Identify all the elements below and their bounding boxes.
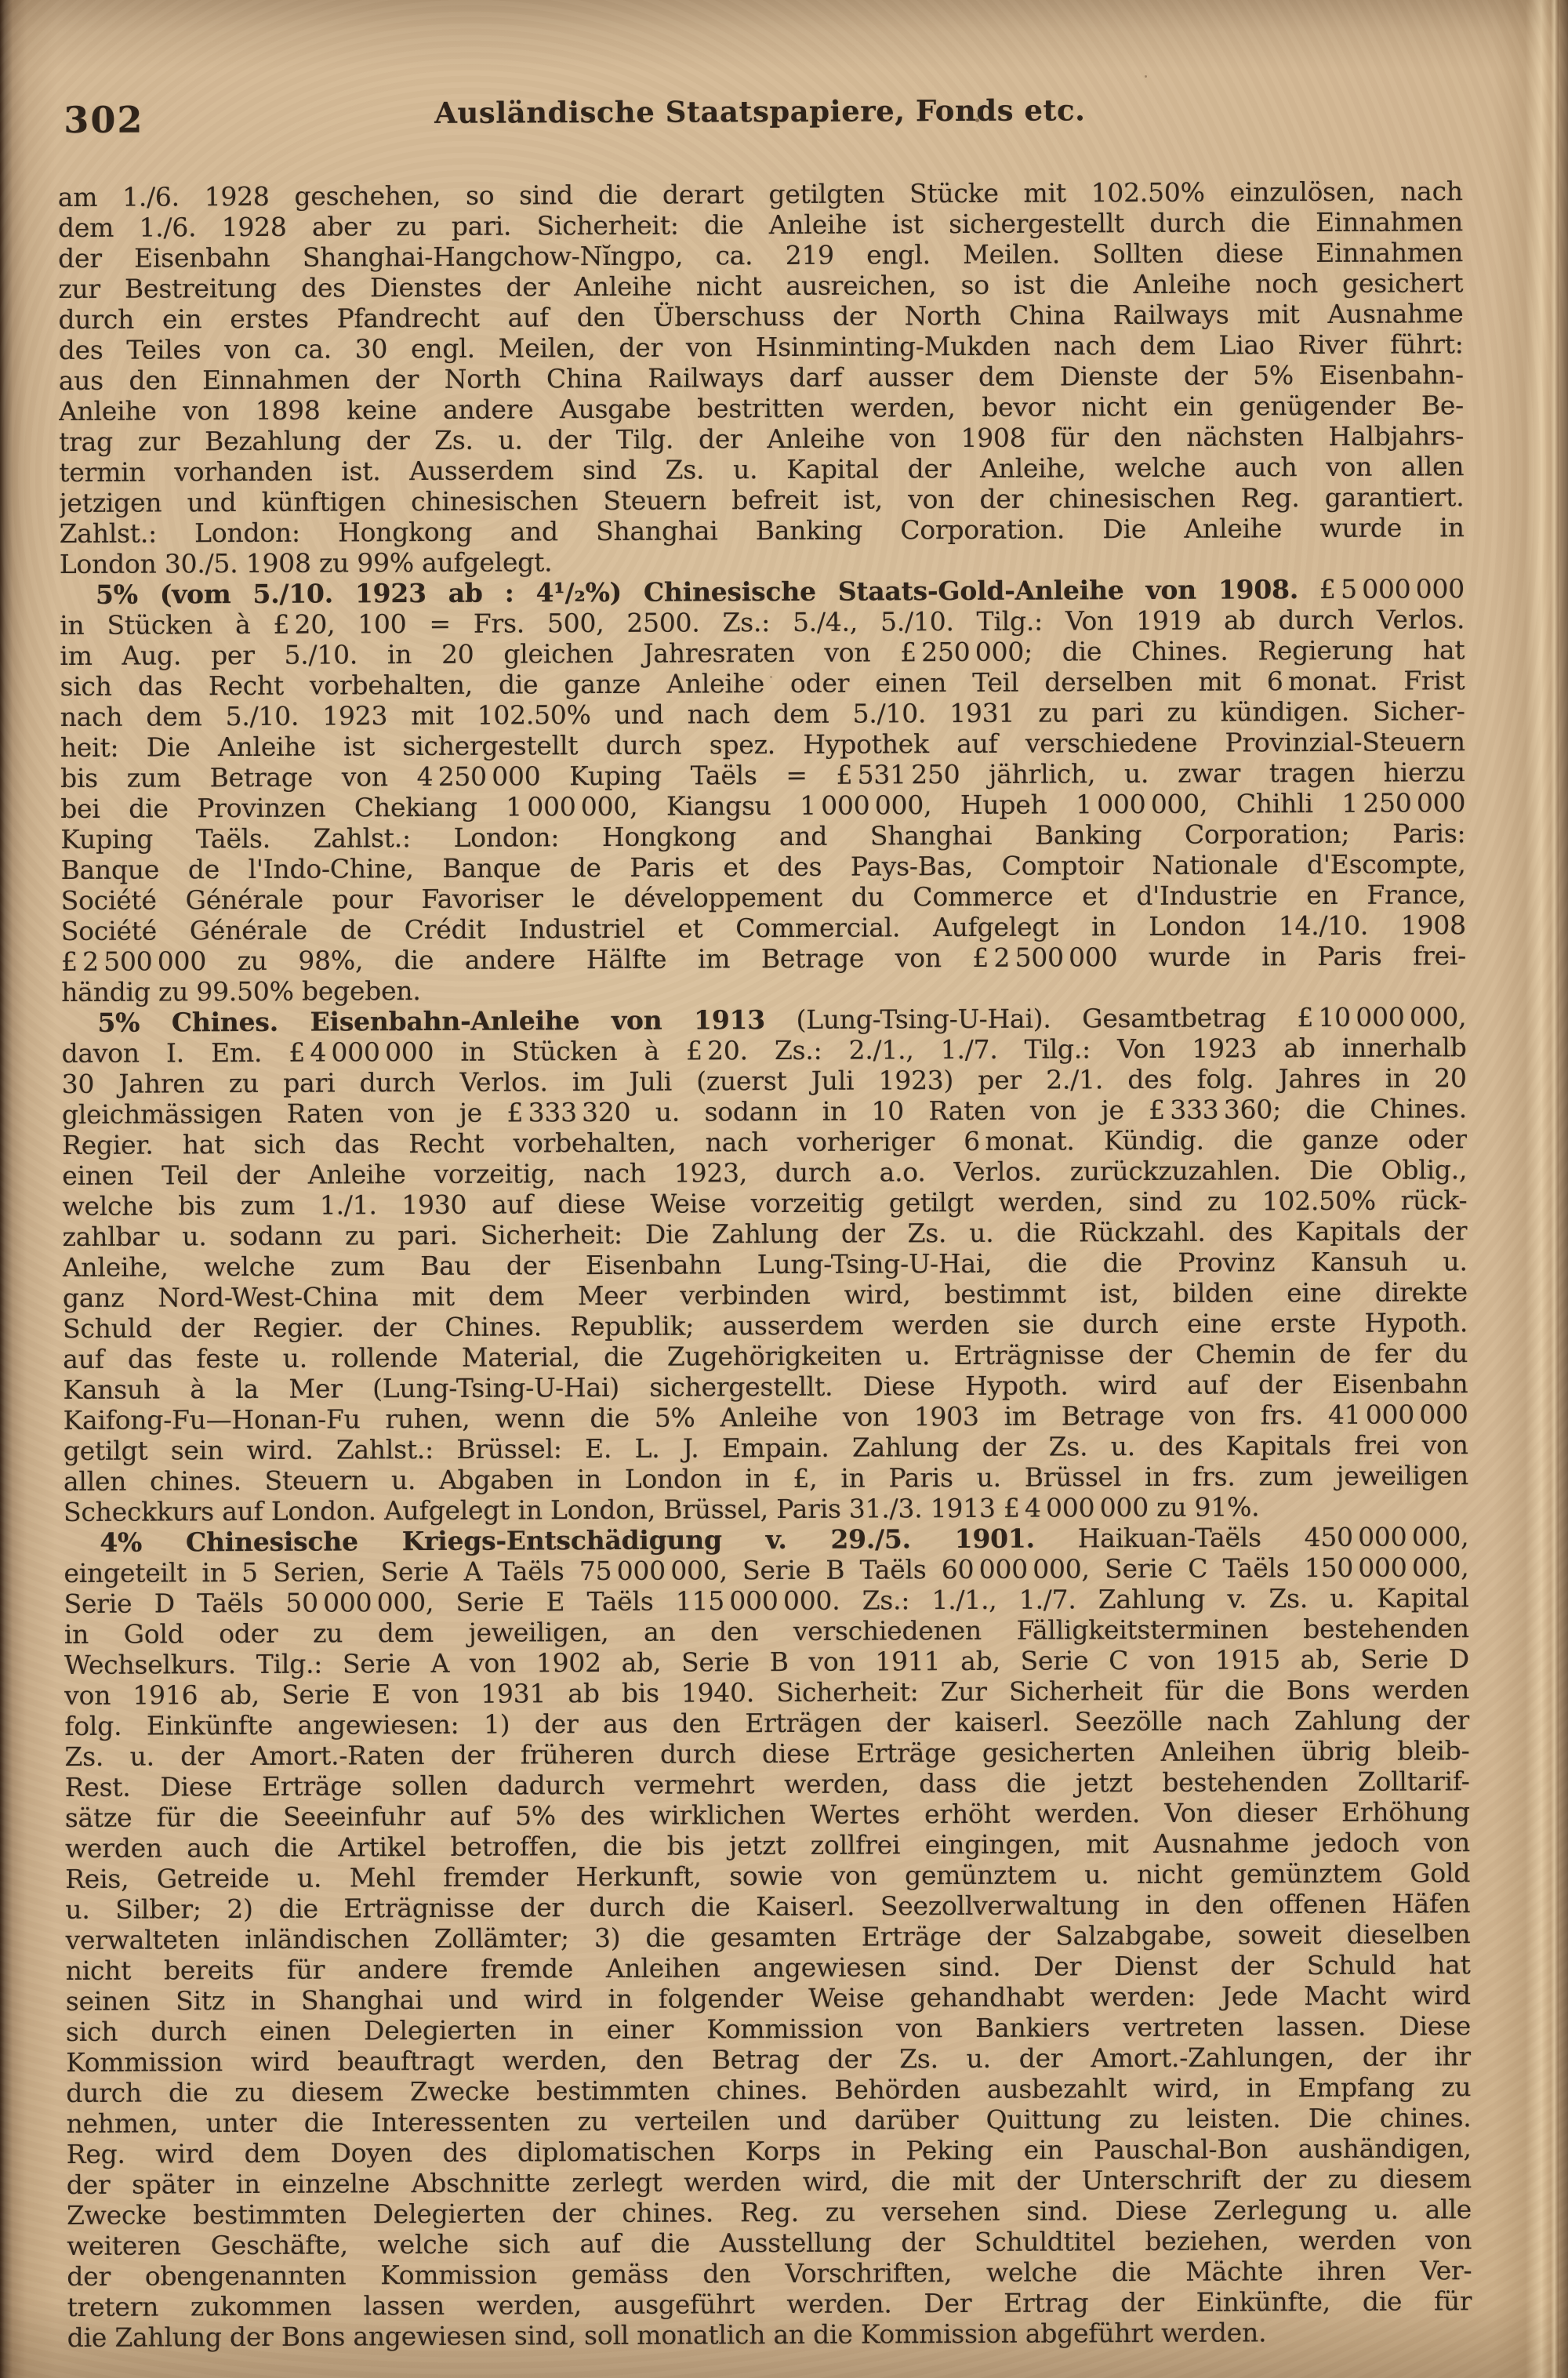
body-text-segment: am 1./6. 1928 geschehen, so sind die derart getilgten Stücke mit 102.50% einzulösen, nach (57, 176, 1463, 213)
body-text-segment: nehmen, unter die Interessenten zu verteilen und darüber Quittung zu leisten. Die chines. (66, 2102, 1472, 2140)
page-header (57, 91, 1462, 144)
body-text-segment: Société Générale pour Favoriser le développement du Commerce et d'Industrie en France, (60, 879, 1466, 917)
body-text-segment: Kommission wird beauftragt werden, den Betrag der Zs. u. der Amort.-Zahlungen, der ihr (66, 2041, 1472, 2078)
body-text-segment: Société Générale de Crédit Industriel et Commercial. Aufgelegt in London 14./10. 1908 (60, 909, 1466, 947)
body-text-segment: Kaifong-Fu—Honan-Fu ruhen, wenn die 5% Anleihe von 1903 im Betrage von frs. 41 000 000 (63, 1399, 1468, 1436)
body-text-segment: London 30./5. 1908 zu 99% aufgelegt. (59, 546, 553, 580)
body-text-segment: allen chines. Steuern u. Abgaben in London in £, in Paris u. Brüssel in frs. zum jeweiligen (63, 1460, 1469, 1498)
body-text-segment: getilgt sein wird. Zahlst.: Brüssel: E. L. J. Empain. Zahlung der Zs. u. des Kapitals frei von (63, 1429, 1468, 1467)
body-text-segment: (Lung-Tsing-U-Hai). Gesamtbetrag £ 10 000 000, (764, 1001, 1467, 1036)
body-text-segment: Regier. hat sich das Recht vorbehalten, nach vorheriger 6 monat. Kündig. die ganze oder (61, 1124, 1468, 1161)
body-text-segment: ganz Nord-West-China mit dem Meer verbinden wird, bestimmt ist, bilden eine direkte (62, 1276, 1468, 1314)
paper-specks (0, 0, 2, 2)
body-text-segment: händig zu 99.50% begeben. (61, 975, 421, 1008)
body-text-segment: Kuping Taëls. Zahlst.: London: Hongkong and Shanghai Banking Corporation; Paris: (60, 818, 1466, 855)
body-text-segment: zahlbar u. sodann zu pari. Sicherheit: Die Zahlung der Zs. u. die Rückzahl. des Kapitals der (62, 1215, 1468, 1253)
body-text-segment: Zs. u. der Amort.-Raten der früheren durch diese Erträge gesicherten Anleihen übrig bleib- (64, 1735, 1470, 1773)
body-text-segment: der obengenannten Kommission gemäss den Vorschriften, welche die Mächte ihren Ver- (67, 2255, 1472, 2293)
body-text-segment: Anleihe von 1898 keine andere Ausgabe bestritten werden, bevor nicht ein genügender Be- (58, 390, 1465, 427)
body-text-segment: Banque de l'Indo-Chine, Banque de Paris et des Pays-Bas, Comptoir Nationale d'Escompte, (60, 848, 1466, 886)
body-text-segment: trag zur Bezahlung der Zs. u. der Tilg. der Anleihe von 1908 für den nächsten Halbjahrs- (59, 420, 1465, 458)
body-text-segment: heit: Die Anleihe ist sichergestellt durch spez. Hypothek auf verschiedene Provinzial-Steuern (60, 726, 1465, 764)
body-text-segment: im Aug. per 5./10. in 20 gleichen Jahresraten von £ 250 000; die Chines. Regierung hat (60, 634, 1465, 672)
page-number: 302 (64, 98, 144, 141)
body-text-segment: u. Silber; 2) die Erträgnisse der durch die Kaiserl. Seezollverwaltung in den offenen Häfen (65, 1888, 1471, 1926)
body-text-segment: Wechselkurs. Tilg.: Serie A von 1902 ab, Serie B von 1911 ab, Serie C von 1915 ab, Serie D (64, 1643, 1470, 1681)
body-text-segment: jetzigen und künftigen chinesischen Steuern befreit ist, von der chinesischen Reg. garantiert. (59, 481, 1465, 519)
body-text-block (58, 176, 1472, 2353)
running-header: Ausländische Staatspapiere, Fonds etc. (434, 93, 1086, 130)
body-text-segment: 30 Jahren zu pari durch Verlos. im Juli (zuerst Juli 1923) per 2./1. des folg. Jahres in 20 (61, 1062, 1467, 1100)
body-text-segment: zur Bestreitung des Dienstes der Anleihe nicht ausreichen, so ist die Anleihe noch gesichert (58, 267, 1464, 305)
body-text-segment: durch die zu diesem Zwecke bestimmten chines. Behörden ausbezahlt wird, in Empfang zu (66, 2071, 1472, 2109)
body-text-segment: Scheckkurs auf London. Aufgelegt in London, Brüssel, Paris 31./3. 1913 £ 4 000 000 zu 91%. (64, 1491, 1260, 1528)
body-text-segment: Rest. Diese Erträge sollen dadurch vermehrt werden, dass die jetzt bestehenden Zolltarif- (64, 1766, 1470, 1803)
bond-heading-text: 4% Chinesische Kriegs-Entschädigung v. 29./5. 1901. (100, 1523, 1035, 1558)
bond-heading-text: 5% Chines. Eisenbahn-Anleihe von 1913 (97, 1004, 766, 1038)
body-text-segment: eingeteilt in 5 Serien, Serie A Taëls 75 000 000, Serie B Taëls 60 000 000, Serie C Taëls 150 000 000, (64, 1552, 1469, 1589)
body-text-segment: die Zahlung der Bons angewiesen sind, soll monatlich an die Kommission abgeführt werden. (67, 2317, 1267, 2354)
body-text-segment: Kansuh à la Mer (Lung-Tsing-U-Hai) sichergestellt. Diese Hypoth. wird auf der Eisenbahn (63, 1368, 1468, 1406)
body-text-segment: termin vorhanden ist. Ausserdem sind Zs. u. Kapital der Anleihe, welche auch von allen (59, 451, 1465, 488)
body-text-segment: £ 5 000 000 (1298, 573, 1465, 605)
body-text-segment: einen Teil der Anleihe vorzeitig, nach 1923, durch a.o. Verlos. zurückzuzahlen. Die Oblig., (62, 1154, 1468, 1192)
body-text-segment: folg. Einkünfte angewiesen: 1) der aus den Erträgen der kaiserl. Seezölle nach Zahlung der (64, 1705, 1470, 1742)
body-text-segment: Serie D Taëls 50 000 000, Serie E Taëls 115 000 000. Zs.: 1./1., 1./7. Zahlung v. Zs. u. Kapital (64, 1582, 1469, 1620)
body-text-segment: Reis, Getreide u. Mehl fremder Herkunft, sowie von gemünztem u. nicht gemünztem Gold (65, 1857, 1471, 1895)
body-text-segment: in Stücken à £ 20, 100 = Frs. 500, 2500. Zs.: 5./4., 5./10. Tilg.: Von 1919 ab durch Verlos. (60, 604, 1465, 641)
body-text-segment: bis zum Betrage von 4 250 000 Kuping Taëls = £ 531 250 jährlich, u. zwar tragen hierzu (60, 757, 1466, 794)
body-text-segment: Schuld der Regier. der Chines. Republik; ausserdem werden sie durch eine erste Hypoth. (63, 1307, 1468, 1345)
body-text-segment: dem 1./6. 1928 aber zu pari. Sicherheit: die Anleihe ist sichergestellt durch die Einnahmen (57, 206, 1464, 244)
body-text-segment: gleichmässigen Raten von je £ 333 320 u. sodann in 10 Raten von je £ 333 360; die Chines. (61, 1093, 1467, 1131)
body-text-segment: davon I. Em. £ 4 000 000 in Stücken à £ 20. Zs.: 2./1., 1./7. Tilg.: Von 1923 ab innerhalb (61, 1032, 1467, 1069)
body-text-segment: durch ein erstes Pfandrecht auf den Überschuss der North China Railways mit Ausnahme (58, 298, 1464, 336)
body-text-segment: aus den Einnahmen der North China Railways darf ausser dem Dienste der 5% Eisenbahn- (58, 359, 1464, 397)
body-text-segment: nicht bereits für andere fremde Anleihen angewiesen sind. Der Dienst der Schuld hat (65, 1949, 1471, 1987)
body-text-segment: der Eisenbahn Shanghai-Hangchow-Nĭngpo, ca. 219 engl. Meilen. Sollten diese Einnahmen (58, 237, 1464, 274)
text-line (67, 2316, 1472, 2353)
body-text-segment: verwalteten inländischen Zollämter; 3) die gesamten Erträge der Salzabgabe, soweit dieselben (65, 1919, 1471, 1956)
body-text-segment: Reg. wird dem Doyen des diplomatischen Korps in Peking ein Pauschal-Bon aushändigen, (66, 2133, 1472, 2170)
body-text-segment: Zahlst.: London: Hongkong and Shanghai Banking Corporation. Die Anleihe wurde in (59, 512, 1465, 550)
text-line (60, 512, 1465, 549)
body-text-segment: weiteren Geschäfte, welche sich auf die Ausstellung der Schuldtitel beziehen, werden von (67, 2224, 1472, 2262)
text-line (61, 940, 1466, 977)
body-text-segment: Anleihe, welche zum Bau der Eisenbahn Lung-Tsing-U-Hai, die die Provinz Kansuh u. (62, 1246, 1468, 1283)
body-text-segment: von 1916 ab, Serie E von 1931 ab bis 1940. Sicherheit: Zur Sicherheit für die Bons werden (64, 1674, 1470, 1712)
body-text-segment: sätze für die Seeeinfuhr auf 5% des wirklichen Wertes erhöht werden. Von dieser Erhöhung (64, 1796, 1470, 1834)
body-text-segment: werden auch die Artikel betroffen, die bis jetzt zollfrei eingingen, mit Ausnahme jedoch von (64, 1827, 1471, 1864)
body-text-segment: £ 2 500 000 zu 98%, die andere Hälfte im Betrage von £ 2 500 000 wurde in Paris frei- (60, 940, 1467, 978)
body-text-segment: der später in einzelne Abschnitte zerlegt werden wird, die mit der Unterschrift der zu diesem (66, 2163, 1472, 2201)
body-text-segment: auf das feste u. rollende Material, die Zugehörigkeiten u. Erträgnisse der Chemin de fer du (63, 1338, 1468, 1375)
body-text-segment: des Teiles von ca. 30 engl. Meilen, der von Hsinminting-Mukden nach dem Liao River führt: (58, 329, 1464, 366)
body-text-segment: sich durch einen Delegierten in einer Kommission von Bankiers vertreten lassen. Diese (65, 2010, 1472, 2048)
body-text-segment: welche bis zum 1./1. 1930 auf diese Weise vorzeitig getilgt werden, sind zu 102.50% rück- (62, 1185, 1468, 1222)
body-text-segment: bei die Provinzen Chekiang 1 000 000, Kiangsu 1 000 000, Hupeh 1 000 000, Chihli 1 250 000 (60, 787, 1466, 825)
body-text-segment: nach dem 5./10. 1923 mit 102.50% und nach dem 5./10. 1931 zu pari zu kündigen. Sicher- (60, 695, 1465, 733)
bond-heading-text: 5% (vom 5./10. 1923 ab : 4¹/₂%) Chinesische Staats-Gold-Anleihe von 1908. (95, 574, 1299, 610)
body-text-segment: in Gold oder zu dem jeweiligen, an den verschiedenen Fälligkeitsterminen bestehenden (64, 1613, 1469, 1650)
body-text-segment: tretern zukommen lassen werden, ausgeführt werden. Der Ertrag der Einkünfte, die für (67, 2285, 1472, 2323)
body-text-segment: sich das Recht vorbehalten, die ganze Anleihe oder einen Teil derselben mit 6 monat. Frist (60, 665, 1465, 703)
body-text-segment: Haikuan-Taëls 450 000 000, (1034, 1521, 1469, 1554)
body-text-segment: seinen Sitz in Shanghai und wird in folgender Weise gehandhabt werden: Jede Macht wird (65, 1980, 1471, 2017)
body-text-segment: Zwecke bestimmten Delegierten der chines. Reg. zu versehen sind. Diese Zerlegung u. alle (66, 2194, 1472, 2231)
